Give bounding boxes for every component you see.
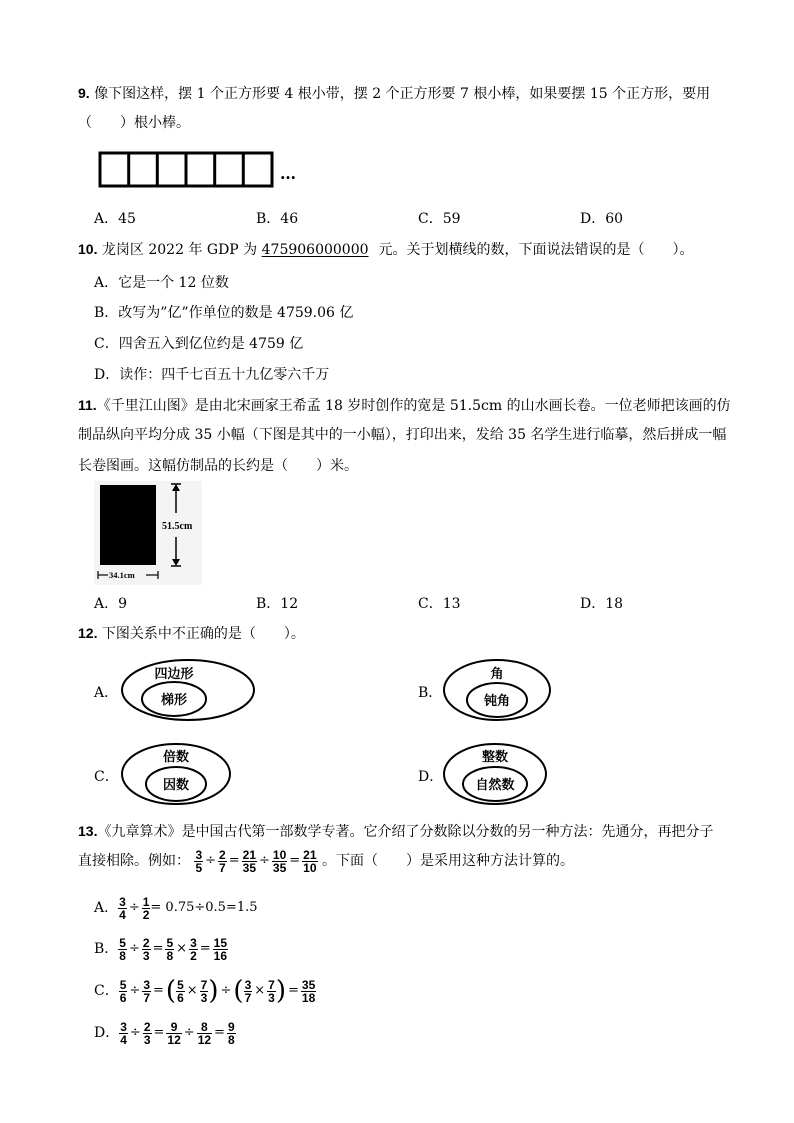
width-label: 34.1cm [109, 570, 135, 580]
q13-option-a[interactable]: A． $\frac{3}{4}$ ÷ $\frac{1}{2}$ = 0.75÷0.5=1.5 [94, 894, 258, 922]
q11-painting-figure [94, 481, 202, 585]
q12-option-d-diagram[interactable] [442, 742, 548, 806]
q10-text-a: 龙岗区 2022 年 GDP 为 [101, 242, 258, 258]
q13-line1 [78, 822, 713, 841]
q13-option-c[interactable]: C． $\frac{5}{6}$ ÷ $\frac{3}{7}$ =( $\frac{5}{6}$ × $\frac{7}{3}$ ) ÷( $\frac{3}{7}$ × $\frac{7}{3}$ ) = $\frac{35}{18}$ [94, 976, 316, 1006]
q9-option-c[interactable]: C．59 [418, 211, 461, 227]
q11-number: 11. [78, 397, 97, 413]
q12-text: 下图关系中不正确的是（ ）。 [101, 626, 305, 642]
q11-option-c[interactable]: C．13 [418, 596, 461, 612]
q13-number: 13. [78, 823, 98, 839]
q13-option-d-letter: D． [94, 1025, 120, 1041]
q9-text-line2: （ ）根小棒。 [78, 115, 190, 131]
q10-option-a[interactable]: A．它是一个 12 位数 [94, 275, 229, 291]
q13-option-b-letter: B． [94, 941, 119, 957]
outer-label: 整数 [481, 750, 509, 765]
outer-label: 四边形 [154, 667, 194, 682]
q12-option-a-diagram[interactable] [120, 658, 256, 722]
q9-squares-figure [96, 150, 306, 190]
q13-option-c-letter: C． [94, 983, 119, 999]
q10-option-d[interactable]: D．读作：四千七百五十九亿零六千万 [94, 367, 330, 383]
q9-option-b[interactable]: B．46 [256, 211, 299, 227]
q11-option-a[interactable]: A．9 [94, 596, 128, 612]
q13-line2 [78, 846, 574, 876]
q12-option-c-diagram[interactable] [120, 742, 232, 806]
q12-option-d-letter[interactable]: D． [418, 769, 444, 785]
q11-option-d[interactable]: D．18 [580, 596, 624, 612]
q9-text-line1: 像下图这样，摆 1 个正方形要 4 根小带，摆 2 个正方形要 7 根小棒，如果要摆 15 个正方形，要用 [94, 86, 711, 102]
q11-option-b[interactable]: B．12 [256, 596, 299, 612]
q13-text-line2-prefix: 直接相除。例如： [78, 853, 190, 869]
q9-line1 [78, 84, 710, 103]
q12-option-c-letter[interactable]: C． [94, 769, 119, 785]
inner-label: 因数 [162, 778, 190, 793]
painting-piece [100, 485, 156, 565]
q13-example-expression: $\frac{3}{5}$ ÷ $\frac{2}{7}$ = $\frac{21}{35}$ ÷ $\frac{10}{35}$ = $\frac{21}{10}$ [195, 847, 317, 875]
q9-option-a[interactable]: A．45 [94, 211, 136, 227]
q10-number: 10. [78, 241, 98, 257]
q12-option-b-letter[interactable]: B． [418, 685, 443, 701]
q12-option-b-diagram[interactable] [442, 658, 552, 722]
inner-label: 梯形 [160, 693, 188, 708]
q12-number: 12. [78, 625, 98, 641]
inner-label: 自然数 [475, 778, 515, 793]
q10-stem [78, 240, 694, 259]
outer-label: 角 [490, 667, 504, 682]
q13-option-b[interactable]: B． $\frac{5}{8}$ ÷ $\frac{2}{3}$ = $\frac{5}{8}$ × $\frac{3}{2}$ = $\frac{15}{16}$ [94, 935, 228, 963]
q9-option-d[interactable]: D．60 [580, 211, 624, 227]
q13-text-line1: 《九章算术》是中国古代第一部数学专著。它介绍了分数除以分数的另一种方法：先通分，再把分子 [97, 824, 714, 840]
q10-option-c[interactable]: C．四舍五入到亿位约是 4759 亿 [94, 336, 304, 352]
outer-label: 倍数 [162, 750, 190, 765]
q11-text-line2: 制品纵向平均分成 35 小幅（下图是其中的一小幅），打印出来，发给 35 名学生进行临摹，然后拼成一幅 [78, 427, 727, 443]
q10-option-b[interactable]: B．改写为”亿”作单位的数是 4759.06 亿 [94, 305, 354, 321]
inner-label: 钝角 [483, 694, 511, 709]
q11-text-line3: 长卷图画。这幅仿制品的长约是（ ）米。 [78, 458, 358, 474]
q13-text-line2-suffix: 。下面（ ）是采用这种方法计算的。 [321, 853, 574, 869]
q9-ellipsis: … [280, 164, 296, 183]
q12-option-a-letter[interactable]: A． [94, 685, 119, 701]
q11-line1 [78, 396, 731, 415]
q9-number: 9. [78, 85, 90, 101]
q11-text-line1: 《千里江山图》是由北宋画家王希孟 18 岁时创作的宽是 51.5cm 的山水画长卷。一位老师把该画的仿 [96, 398, 731, 414]
q12-stem [78, 624, 305, 643]
q10-underlined-number: 475906000000 [261, 242, 369, 258]
height-label: 51.5cm [162, 521, 193, 532]
q13-option-a-letter: A． [94, 900, 119, 916]
q13-option-a-tail: = 0.75÷0.5=1.5 [150, 900, 258, 915]
q10-text-b: 元。关于划横线的数，下面说法错误的是（ ）。 [378, 242, 694, 258]
q13-option-d[interactable]: D． $\frac{3}{4}$ ÷ $\frac{2}{3}$ = $\frac{9}{12}$ ÷ $\frac{8}{12}$ = $\frac{9}{8}$ [94, 1019, 235, 1047]
